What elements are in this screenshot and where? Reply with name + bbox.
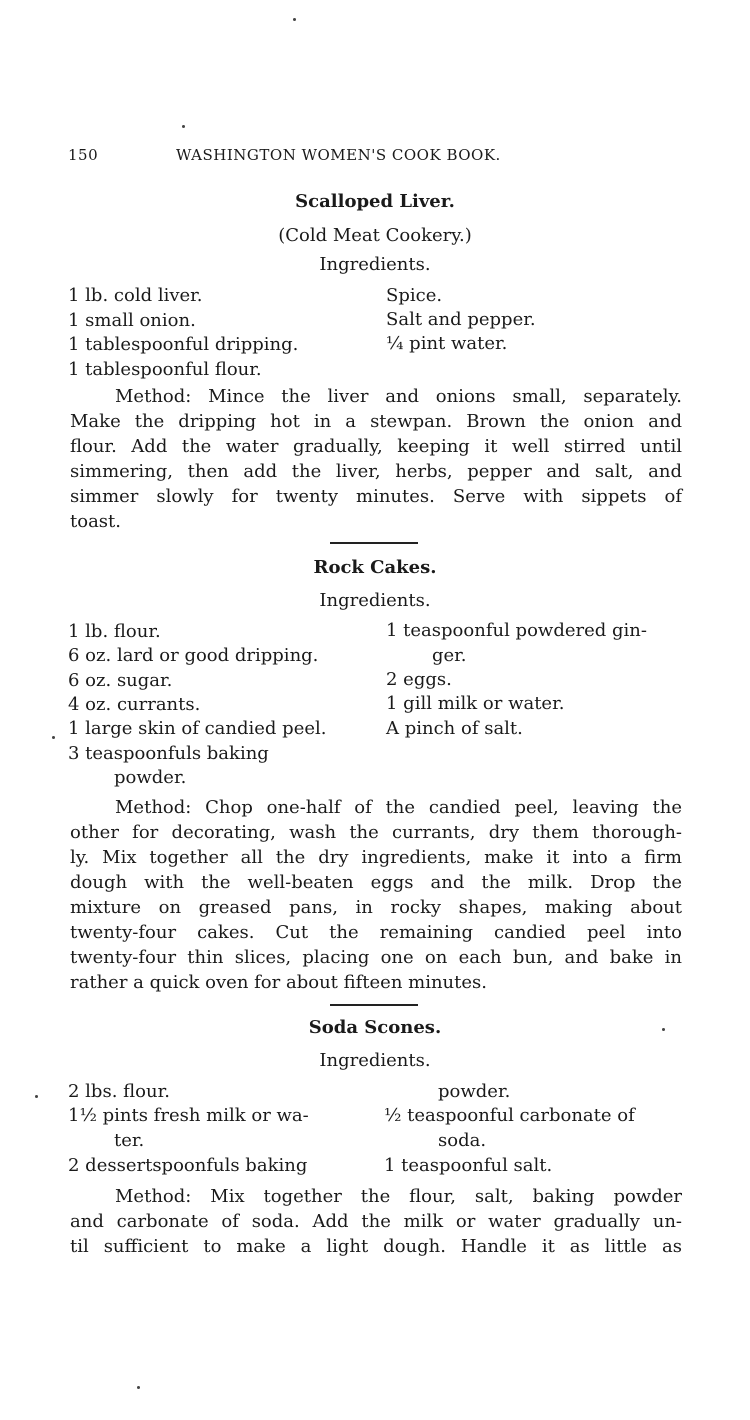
recipe-title: Soda Scones. (308, 1017, 442, 1038)
page-header (68, 146, 683, 168)
ingredient-item: 2 dessertspoonfuls baking (68, 1155, 308, 1176)
method-line: and carbonate of soda. Add the milk or water gradually un- (70, 1211, 682, 1232)
ingredient-item: 3 teaspoonfuls baking (68, 743, 269, 764)
ingredient-item: 1 large skin of candied peel. (68, 718, 327, 739)
method-paragraph (70, 1184, 682, 1259)
scan-speck (35, 1095, 38, 1098)
ingredient-item: soda. (438, 1130, 487, 1151)
ingredient-item: 2 lbs. flour. (68, 1081, 170, 1102)
ingredient-item: 4 oz. currants. (68, 694, 201, 715)
ingredient-item: 6 oz. lard or good dripping. (68, 645, 319, 666)
ingredient-item: 2 eggs. (386, 669, 452, 690)
method-line: ly. Mix together all the dry ingredients, make it into a firm (70, 847, 682, 868)
ingredient-item: 1 teaspoonful salt. (384, 1155, 553, 1176)
ingredients-heading: Ingredients. (319, 1050, 431, 1071)
ingredient-item: ½ teaspoonful carbonate of (384, 1105, 635, 1126)
ingredient-item: 1 tablespoonful dripping. (68, 334, 299, 355)
ingredient-item: ger. (432, 645, 467, 666)
scan-speck (137, 1386, 140, 1389)
method-line: Method: Mix together the flour, salt, baking powder (115, 1186, 682, 1207)
method-line: Method: Mince the liver and onions small, separately. (115, 386, 682, 407)
method-line: simmer slowly for twenty minutes. Serve with sippets of (70, 486, 682, 507)
method-line: mixture on greased pans, in rocky shapes, making about (70, 897, 682, 918)
ingredient-item: 6 oz. sugar. (68, 670, 173, 691)
method-line: til sufficient to make a light dough. Handle it as little as (70, 1236, 682, 1257)
method-line: twenty-four cakes. Cut the remaining candied peel into (70, 922, 682, 943)
section-divider (330, 542, 418, 544)
method-line: Make the dripping hot in a stewpan. Brown the onion and (70, 411, 682, 432)
method-line: other for decorating, wash the currants, dry them thorough- (70, 822, 682, 843)
method-line: twenty-four thin slices, placing one on each bun, and bake in (70, 947, 682, 968)
method-paragraph (70, 384, 682, 534)
scan-speck (182, 125, 185, 128)
ingredient-item: 1½ pints fresh milk or wa- (68, 1105, 309, 1126)
ingredients-heading: Ingredients. (319, 590, 431, 611)
recipe-title: Scalloped Liver. (295, 191, 455, 212)
ingredient-item: A pinch of salt. (386, 718, 523, 739)
ingredients-heading: Ingredients. (319, 254, 431, 275)
method-paragraph (70, 795, 682, 995)
method-line: simmering, then add the liver, herbs, pepper and salt, and (70, 461, 682, 482)
method-line: dough with the well-beaten eggs and the milk. Drop the (70, 872, 682, 893)
ingredient-item: Salt and pepper. (386, 309, 536, 330)
ingredient-item: 1 small onion. (68, 310, 196, 331)
ingredient-item: 1 lb. cold liver. (68, 285, 203, 306)
ingredient-item: 1 gill milk or water. (386, 693, 565, 714)
method-line: toast. (70, 511, 121, 532)
method-line: flour. Add the water gradually, keeping it well stirred until (70, 436, 682, 457)
scan-speck (293, 18, 296, 21)
ingredient-item: powder. (114, 767, 187, 788)
page-number: 150 (68, 146, 99, 164)
section-divider (330, 1004, 418, 1006)
ingredient-item: Spice. (386, 285, 443, 306)
ingredient-item: 1 teaspoonful powdered gin- (386, 620, 647, 641)
scan-speck (52, 736, 55, 739)
recipe-title: Rock Cakes. (313, 557, 437, 578)
recipe-subtitle: (Cold Meat Cookery.) (278, 225, 472, 246)
ingredient-item: ter. (114, 1130, 145, 1151)
running-title: WASHINGTON WOMEN'S COOK BOOK. (176, 146, 501, 164)
ingredient-item: 1 tablespoonful flour. (68, 359, 262, 380)
ingredient-item: ¼ pint water. (386, 333, 508, 354)
method-line: rather a quick oven for about fifteen minutes. (70, 972, 487, 993)
method-line: Method: Chop one-half of the candied peel, leaving the (115, 797, 682, 818)
ingredient-item: 1 lb. flour. (68, 621, 161, 642)
ingredient-item: powder. (438, 1081, 511, 1102)
